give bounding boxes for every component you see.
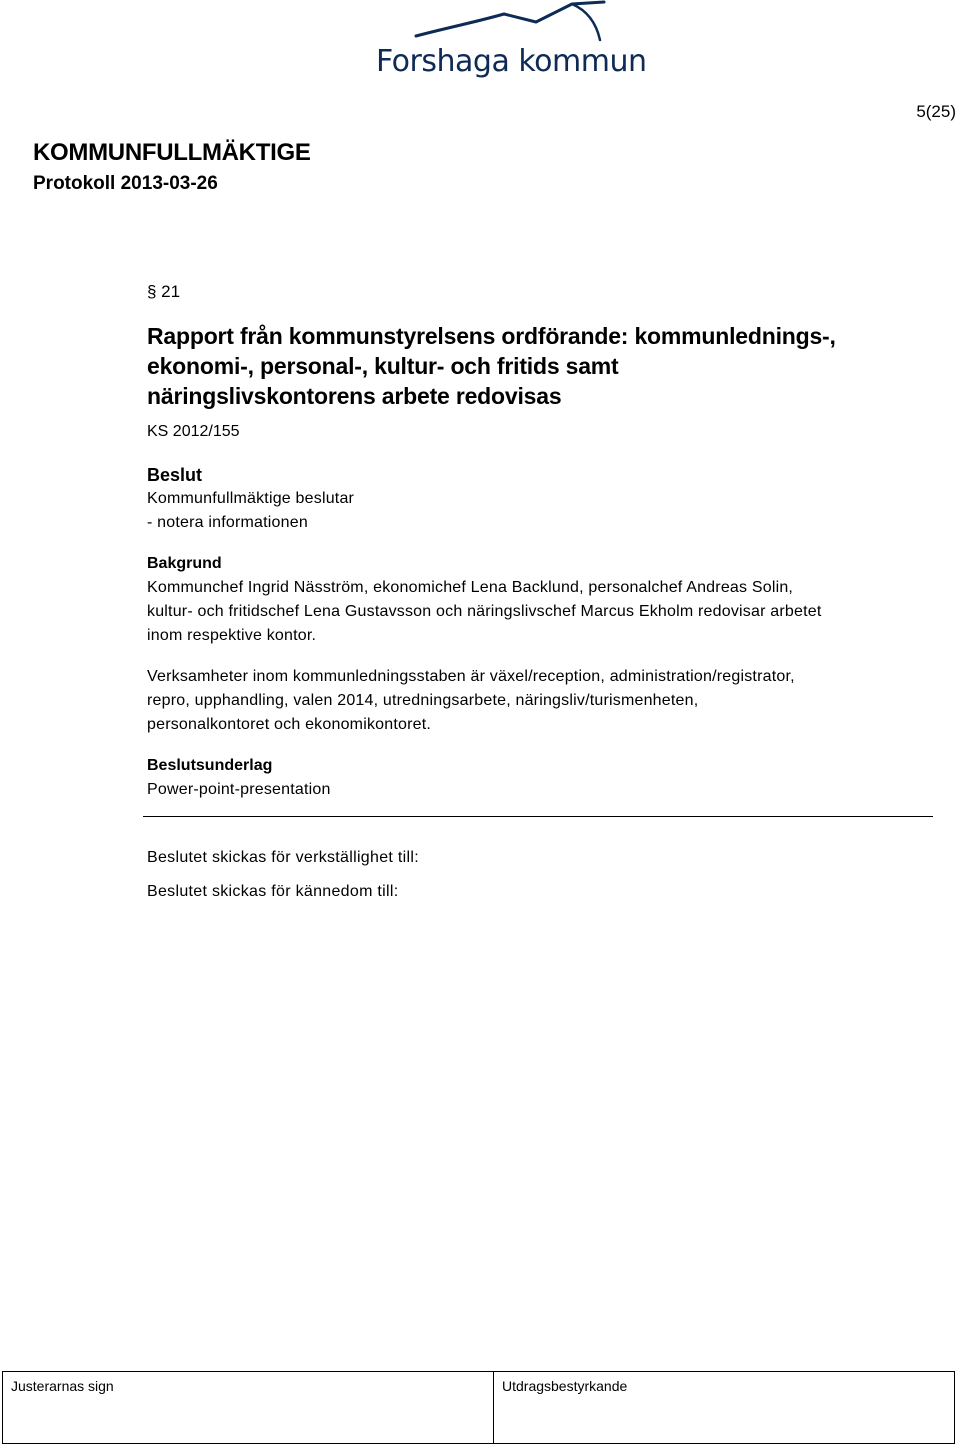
logo-text: Forshaga kommun (376, 44, 647, 79)
decision-basis-title: Beslutsunderlag (147, 757, 273, 774)
forshaga-kommun-logo (376, 0, 647, 86)
case-reference: KS 2012/155 (147, 423, 240, 440)
background-paragraph-line: repro, upphandling, valen 2014, utredningsarbete, näringsliv/turismenheten, (147, 692, 699, 709)
item-heading-line: ekonomi-, personal-, kultur- och fritids samt (147, 353, 619, 379)
decision-line: - notera informationen (147, 514, 308, 531)
item-heading-line: näringslivskontorens arbete redovisas (147, 383, 562, 409)
decision-line: Kommunfullmäktige beslutar (147, 490, 355, 507)
background-title: Bakgrund (147, 555, 222, 572)
background-paragraph-line: kultur- och fritidschef Lena Gustavsson och näringslivschef Marcus Ekholm redovisar arbetet (147, 603, 822, 620)
background-paragraph-line: inom respektive kontor. (147, 627, 317, 644)
logo-swoosh-icon (386, 0, 608, 50)
decision-title: Beslut (147, 465, 203, 485)
signature-cell (3, 1372, 494, 1443)
background-paragraph-line: Verksamheter inom kommunledningsstaben är växel/reception, administration/registrator, (147, 668, 795, 685)
decision-basis-text: Power-point-presentation (147, 781, 331, 798)
paragraph-number: § 21 (147, 282, 181, 301)
section-divider (143, 816, 933, 817)
document-subtitle: Protokoll 2013-03-26 (33, 173, 218, 194)
distribution-information: Beslutet skickas för kännedom till: (147, 883, 399, 900)
distribution-execution: Beslutet skickas för verkställighet till: (147, 849, 419, 866)
background-paragraph-line: Kommunchef Ingrid Näsström, ekonomichef Lena Backlund, personalchef Andreas Solin, (147, 579, 794, 596)
page-number: 5(25) (916, 102, 956, 121)
document-title: KOMMUNFULLMÄKTIGE (33, 139, 311, 166)
certification-cell (494, 1372, 954, 1443)
signature-footer (2, 1371, 955, 1444)
item-heading (147, 321, 937, 411)
item-heading-line: Rapport från kommunstyrelsens ordförande: kommunlednings-, (147, 323, 836, 349)
protocol-item (147, 282, 937, 802)
signature-label: Justerarnas sign (11, 1378, 114, 1394)
background-paragraph-line: personalkontoret och ekonomikontoret. (147, 716, 432, 733)
certification-label: Utdragsbestyrkande (502, 1378, 628, 1394)
